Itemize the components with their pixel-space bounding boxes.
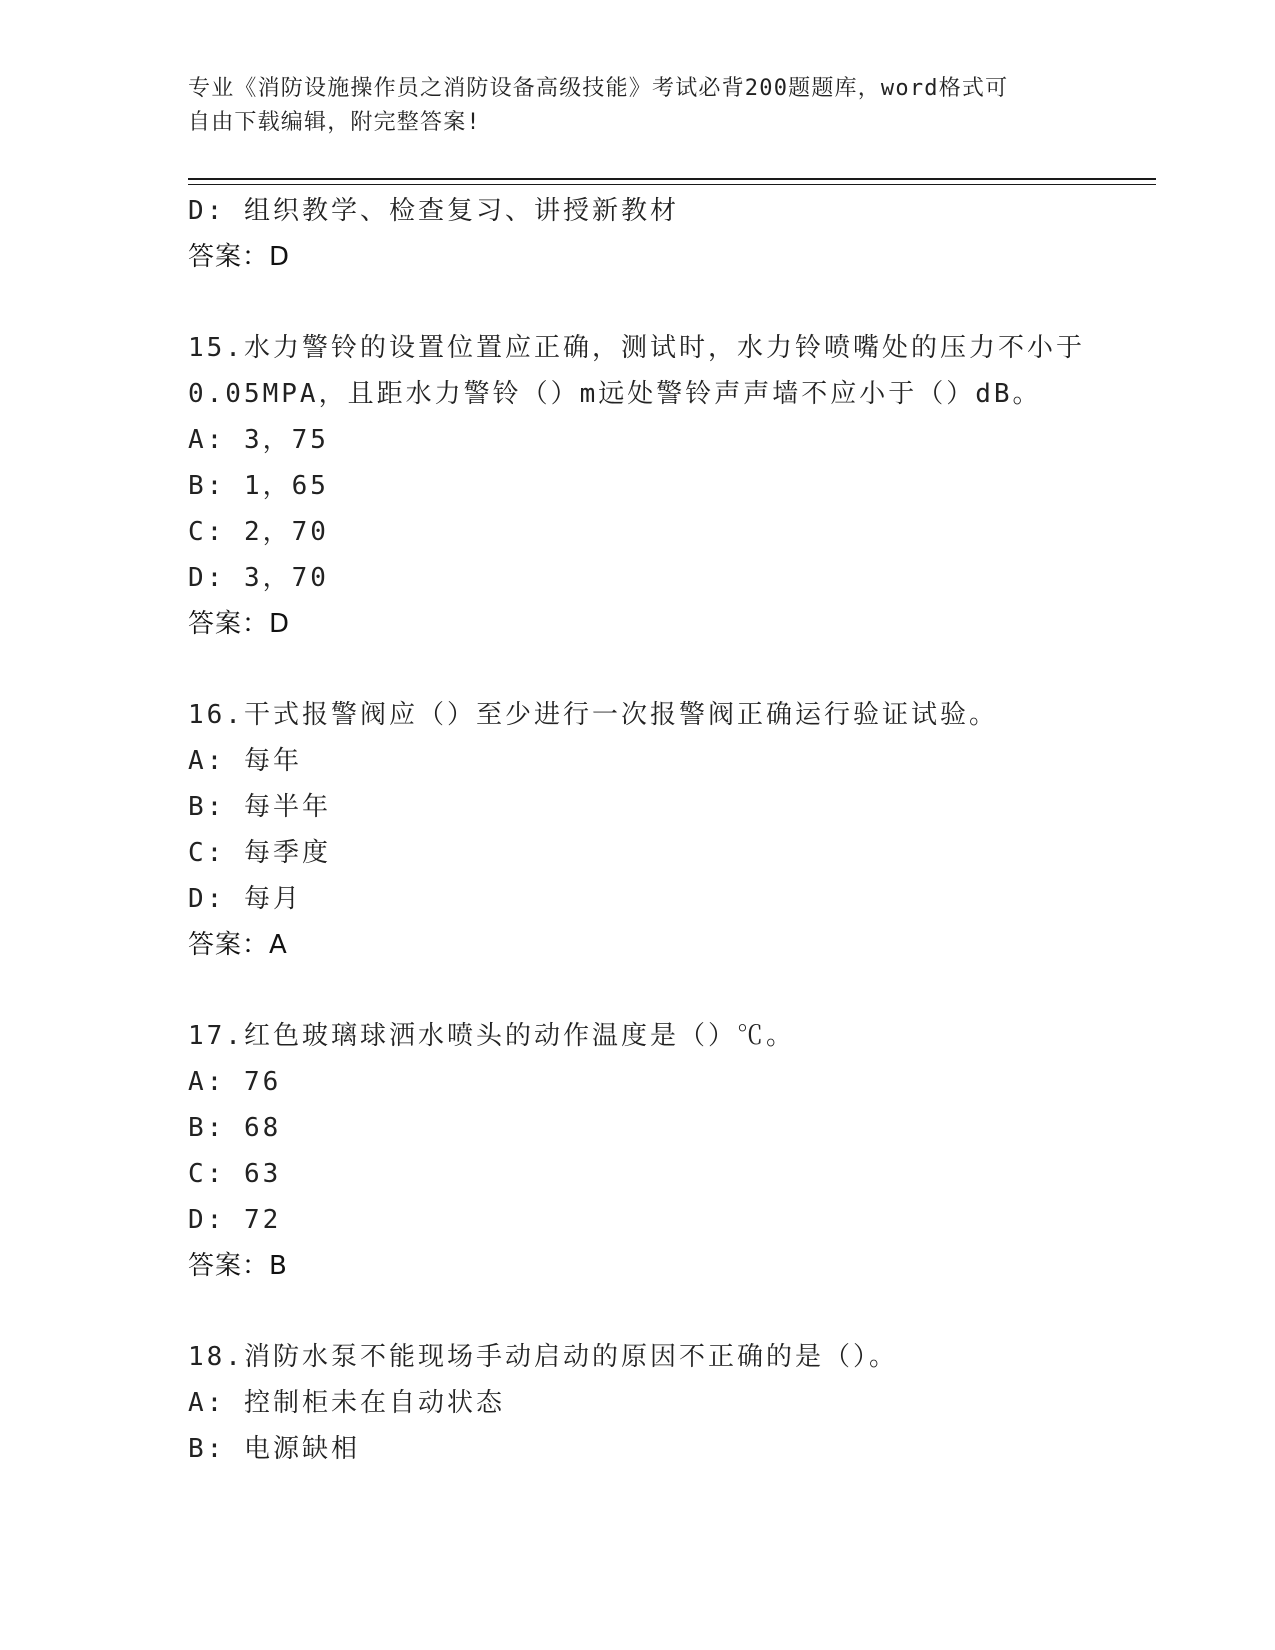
option-a: A: 76 (188, 1067, 282, 1097)
option-a: A: 每年 (188, 746, 302, 776)
option-d: D: 3，70 (188, 563, 329, 593)
option-d: D: 组织教学、检查复习、讲授新教材 (188, 196, 679, 226)
question-list (188, 188, 1148, 1472)
option-b: B: 68 (188, 1113, 282, 1143)
spacer (188, 280, 1148, 325)
answer-line: 答案：D (188, 609, 291, 639)
header-divider-thick (188, 178, 1156, 180)
answer-line: 答案：B (188, 1251, 288, 1281)
question-stem: 16.干式报警阀应（）至少进行一次报警阀正确运行验证试验。 (188, 700, 998, 730)
spacer (188, 647, 1148, 692)
option-b: B: 每半年 (188, 792, 331, 822)
option-c: C: 2，70 (188, 517, 329, 547)
option-c: C: 63 (188, 1159, 282, 1189)
answer-line: 答案：A (188, 930, 288, 960)
header-line-1: 专业《消防设施操作员之消防设备高级技能》考试必背200题题库，word格式可 (188, 76, 1009, 101)
option-d: D: 每月 (188, 884, 302, 914)
option-a: A: 3，75 (188, 425, 329, 455)
option-b: B: 1，65 (188, 471, 329, 501)
question-stem-continued: 0.05MPA，且距水力警铃（）m远处警铃声声墙不应小于（）dB。 (188, 379, 1042, 409)
option-c: C: 每季度 (188, 838, 331, 868)
question-stem: 17.红色玻璃球洒水喷头的动作温度是（）℃。 (188, 1021, 795, 1051)
option-b: B: 电源缺相 (188, 1434, 360, 1464)
question-15 (188, 325, 1148, 647)
spacer (188, 968, 1148, 1013)
spacer (188, 1289, 1148, 1334)
question-16 (188, 692, 1148, 968)
document-header (188, 72, 1068, 140)
question-17 (188, 1013, 1148, 1289)
option-a: A: 控制柜未在自动状态 (188, 1388, 505, 1418)
header-divider-thin (188, 184, 1156, 185)
question-18 (188, 1334, 1148, 1472)
question-stem: 18.消防水泵不能现场手动启动的原因不正确的是（）。 (188, 1342, 898, 1372)
question-stem: 15.水力警铃的设置位置应正确，测试时，水力铃喷嘴处的压力不小于 (188, 333, 1085, 363)
header-line-2: 自由下载编辑，附完整答案! (188, 110, 481, 135)
answer-line: 答案：D (188, 242, 291, 272)
option-d: D: 72 (188, 1205, 282, 1235)
